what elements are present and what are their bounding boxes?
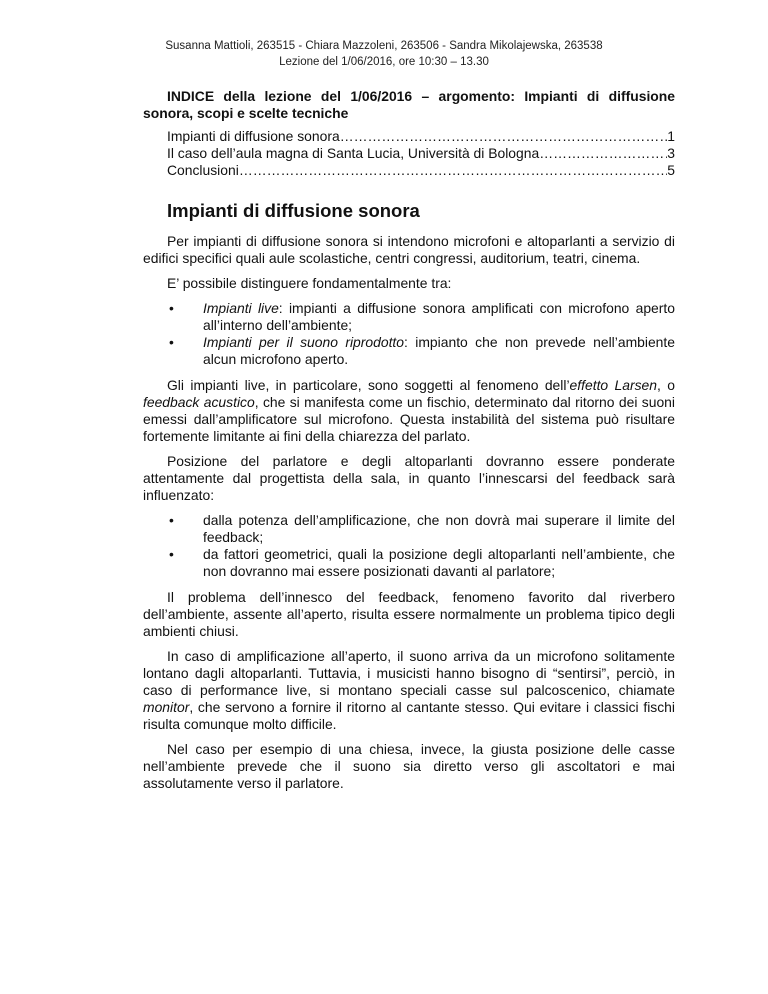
paragraph: Nel caso per esempio di una chiesa, invece, la giusta posizione delle casse nell’ambiente prevede che il suono sia diretto verso gli ascoltatori e mai assolutamente verso il parlatore. bbox=[143, 741, 675, 791]
text-run: , che servono a fornire il ritorno al cantante stesso. Qui evitare i classici fischi risulta comunque molto difficile. bbox=[143, 699, 675, 732]
text-run: In caso di amplificazione all’aperto, il suono arriva da un microfono solitamente lontano dagli altoparlanti. Tuttavia, i musicisti hanno bisogno di “sentirsi”, perciò, in caso di performance live, si montano speciali casse sul palcoscenico, chiamate bbox=[143, 648, 675, 698]
toc-entry-label: Conclusioni bbox=[167, 162, 239, 178]
paragraph: Posizione del parlatore e degli altoparlanti dovranno essere ponderate attentamente dal progettista della sala, in quanto l’innescarsi del feedback sarà influenzato: bbox=[143, 453, 675, 503]
lesson-line: Lezione del 1/06/2016, ore 10:30 – 13.30 bbox=[279, 56, 489, 68]
list-item bbox=[143, 546, 675, 580]
toc-entry[interactable] bbox=[167, 145, 675, 162]
toc-entry-label: Impianti di diffusione sonora bbox=[167, 128, 340, 144]
text-run: , che si manifesta come un fischio, determinato dal ritorno dei suoni emessi dall’amplificatore sul microfono. Questa instabilità del sistema può risultare fortemente limitante ai fini della chiarezza del parlato. bbox=[143, 394, 675, 444]
bullet-icon: • bbox=[169, 512, 174, 528]
list-item-text: : impianti a diffusione sonora amplificati con microfono aperto all’interno dell’ambiente; bbox=[203, 300, 675, 333]
toc-entry-page: 3 bbox=[667, 145, 675, 161]
emphasis: feedback acustico bbox=[143, 394, 255, 410]
list-item-text: dalla potenza dell’amplificazione, che non dovrà mai superare il limite del feedback; bbox=[203, 512, 675, 545]
page-header bbox=[0, 38, 768, 70]
bullet-icon: • bbox=[169, 300, 174, 316]
toc-leader bbox=[539, 145, 667, 162]
emphasis: effetto Larsen bbox=[569, 377, 658, 393]
toc-entry-page: 1 bbox=[667, 128, 675, 144]
list-item bbox=[143, 334, 675, 368]
authors-line: Susanna Mattioli, 263515 - Chiara Mazzoleni, 263506 - Sandra Mikolajewska, 263538 bbox=[165, 40, 603, 52]
paragraph bbox=[143, 648, 675, 733]
list-item-text: da fattori geometrici, quali la posizione degli altoparlanti nell’ambiente, che non dovranno mai essere posizionati davanti al parlatore; bbox=[203, 546, 675, 579]
list-item bbox=[143, 512, 675, 546]
list-item-term: Impianti live bbox=[203, 300, 279, 316]
bullet-icon: • bbox=[169, 546, 174, 562]
paragraph: Il problema dell’innesco del feedback, fenomeno favorito dal riverbero dell’ambiente, assente all’aperto, risulta essere normalmente un problema tipico degli ambienti chiusi. bbox=[143, 589, 675, 639]
index-title: INDICE della lezione del 1/06/2016 – argomento: Impianti di diffusione sonora, scopi e scelte tecniche bbox=[143, 88, 675, 121]
list-item-text: : impianto che non prevede nell’ambiente alcun microfono aperto. bbox=[203, 334, 675, 367]
bullet-icon: • bbox=[169, 334, 174, 350]
paragraph: E’ possibile distinguere fondamentalmente tra: bbox=[167, 275, 452, 291]
toc-entry-page: 5 bbox=[667, 162, 675, 178]
section-heading: Impianti di diffusione sonora bbox=[167, 200, 420, 221]
paragraph: Per impianti di diffusione sonora si intendono microfoni e altoparlanti a servizio di edifici specifici quali aule scolastiche, centri congressi, auditorium, teatri, cinema. bbox=[143, 233, 675, 266]
toc-entry-label: Il caso dell’aula magna di Santa Lucia, Università di Bologna bbox=[167, 145, 540, 161]
toc-entry[interactable] bbox=[167, 128, 675, 145]
toc-leader bbox=[239, 162, 667, 179]
toc-leader bbox=[340, 128, 668, 145]
list-item-term: Impianti per il suono riprodotto bbox=[203, 334, 405, 350]
text-run: Gli impianti live, in particolare, sono soggetti al fenomeno dell’ bbox=[167, 377, 570, 393]
list-item bbox=[143, 300, 675, 334]
text-run: , o bbox=[657, 377, 675, 393]
document-body bbox=[143, 88, 675, 800]
emphasis: monitor bbox=[143, 699, 190, 715]
toc-entry[interactable] bbox=[167, 162, 675, 179]
bullet-list bbox=[143, 300, 675, 368]
bullet-list bbox=[143, 512, 675, 580]
paragraph bbox=[143, 377, 675, 445]
table-of-contents bbox=[167, 128, 675, 179]
